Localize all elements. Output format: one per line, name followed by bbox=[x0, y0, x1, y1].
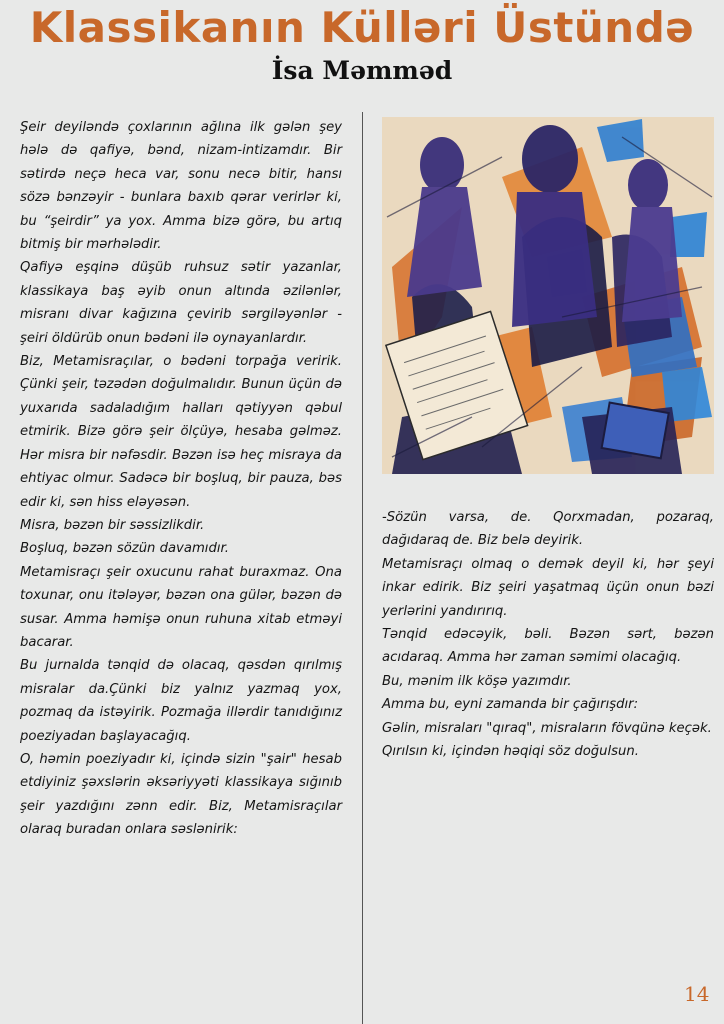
paragraph: Metamisraçı olmaq o demək deyil ki, hər şeyi inkar edirik. Biz şeiri yaşatmaq üçün onun bəzi yerlərini yandırırıq. bbox=[382, 556, 714, 619]
right-column bbox=[382, 506, 714, 763]
paragraph: Tənqid edəcəyik, bəli. Bəzən sərt, bəzən acıdaraq. Amma hər zaman səmimi olacağıq. bbox=[382, 627, 714, 666]
paragraph: Qırılsın ki, içindən həqiqi söz doğulsun. bbox=[382, 744, 639, 760]
paragraph: Biz, Metamisraçılar, o bədəni torpağa veririk. Çünki şeir, təzədən doğulmalıdır. Bunun üçün də yuxarıda sadaladığım halları qətiyyən qəbul etmirik. Bizə görə şeir ölçüyə, hesaba gəlməz. Hər misra bir nəfəsdir. Bəzən isə heç misraya da ehtiyac olmur. Sadəcə bir boşluq, bir pauza, bəs edir ki, sən hiss eləyəsən. bbox=[20, 354, 342, 510]
column-divider bbox=[362, 112, 363, 1024]
paragraph: Boşluq, bəzən sözün davamıdır. bbox=[20, 541, 229, 557]
paragraph: Gəlin, misraları "qıraq", misraların fövqünə keçək. bbox=[382, 720, 712, 736]
paragraph: Metamisraçı şeir oxucunu rahat buraxmaz. Ona toxunar, onu itələyər, bəzən ona gülər, bəzən də susar. Amma həmişə onun ruhuna xitab etməyi bacarar. bbox=[20, 564, 342, 650]
paragraph: -Sözün varsa, de. Qorxmadan, pozaraq, dağıdaraq de. Biz belə deyirik. bbox=[382, 510, 714, 549]
paragraph: Bu, mənim ilk köşə yazımdır. bbox=[382, 673, 572, 689]
paragraph: Misra, bəzən bir səssizlikdir. bbox=[20, 517, 205, 533]
article-title: Klassikanın Külləri Üstündə bbox=[29, 3, 695, 52]
page-number: 14 bbox=[684, 982, 710, 1006]
left-column bbox=[20, 116, 342, 842]
paragraph: Bu jurnalda tənqid də olacaq, qəsdən qırılmış misralar da.Çünki biz yalnız yazmaq yox, pozmaq da istəyirik. Pozmağa illərdir tanıdığınız poeziyadan başlayacağıq. bbox=[20, 658, 342, 744]
paragraph: Şeir deyiləndə çoxlarının ağlına ilk gələn şey hələ də qafiyə, bənd, nizam-intizamdır. Bir sətirdə neçə heca var, sonu necə bitir, hansı sözə bənzəyir - bunlara baxıb qərar verirlər ki, bu “şeirdir” ya yox. Amma bizə görə, bu artıq bitmiş bir mərhələdir. bbox=[20, 120, 342, 253]
paragraph: Qafiyə eşqinə düşüb ruhsuz sətir yazanlar, klassikaya baş əyib onun altında əzilənlər, misranı divar kağızına çevirib sərgiləyənlər - şeiri öldürüb onun bədəni ilə oynayanlardır. bbox=[20, 260, 342, 346]
author-name: İsa Məmməd bbox=[271, 56, 453, 85]
paragraph: Amma bu, eyni zamanda bir çağırışdır: bbox=[382, 697, 639, 713]
abstract-painting-figures bbox=[382, 117, 714, 474]
paragraph: O, həmin poeziyadır ki, içində sizin "şair" hesab etdiyiniz şəxslərin əksəriyyəti klassikaya sığınıb şeir yazdığını zənn edir. Biz, Metamisraçılar olaraq buradan onlara səslənirik: bbox=[20, 751, 342, 838]
